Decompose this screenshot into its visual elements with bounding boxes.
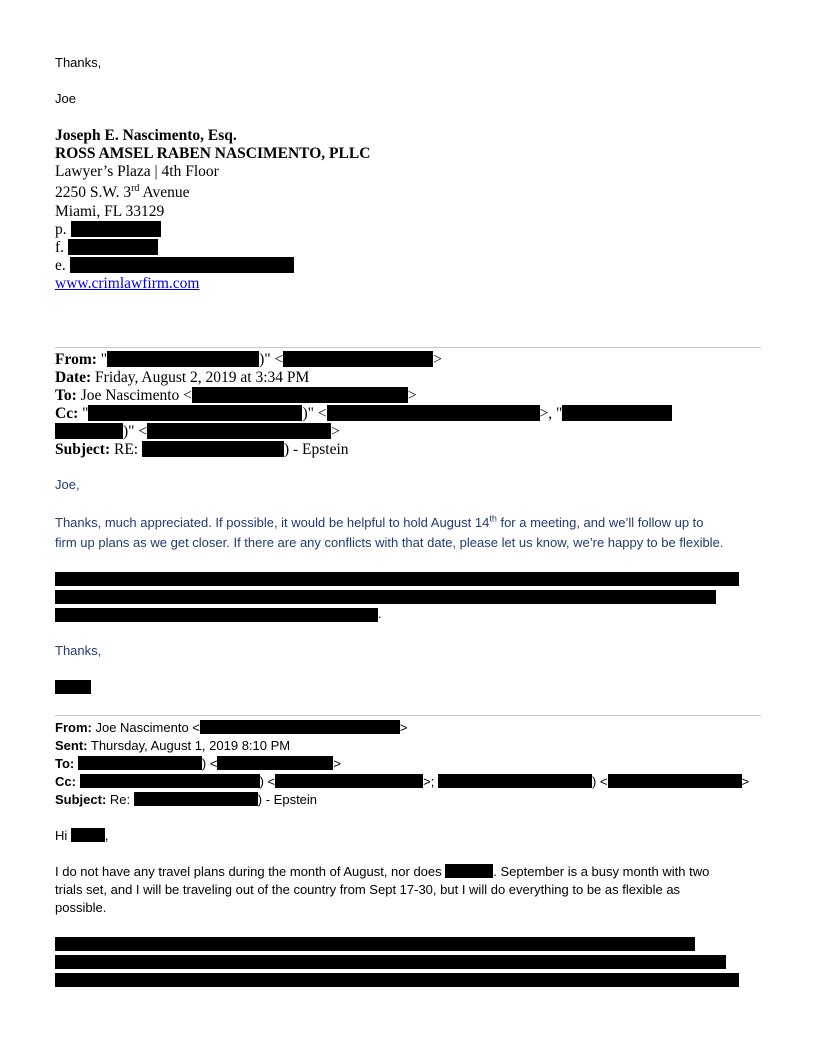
redaction-from-email [200,720,400,734]
redaction-cc-name [88,405,302,421]
sent-label: Sent: [55,738,88,753]
redaction-subject [142,441,284,457]
email2-sent-row [55,738,290,753]
redaction-subject [134,792,258,806]
signature-fax-label: f. [55,239,65,256]
redaction-body-name [445,864,493,878]
email1-body-line2: firm up plans as we get closer. If there are any conflicts with that date, please let us know, we’re happy to be flexible. [55,535,724,550]
to-end: > [333,756,342,771]
to-value: Joe Nascimento < [80,387,192,404]
redaction-cc2-email [147,423,331,439]
redaction-paragraph2-line3 [55,973,739,987]
redaction-fax [68,239,158,255]
email2-body-line1 [55,864,709,879]
cc-label: Cc: [55,774,76,789]
email1-subject-row [55,441,349,459]
subject-label: Subject: [55,792,107,807]
email1-body-line1 [55,515,704,530]
redaction-paragraph-line2 [55,590,716,604]
email1-to-row [55,387,417,405]
body-line1-pre: I do not have any travel plans during the month of August, nor does [55,864,442,879]
redaction-to-email [192,387,408,403]
email1-thanks: Thanks, [55,643,102,658]
email2-cc-row [55,774,749,789]
from-end: > [399,720,408,735]
email2-greeting [55,828,109,843]
email-separator [55,347,761,348]
cc-end: >, " [539,405,563,422]
redaction-cc2-name-part [562,405,672,421]
closing-thanks: Thanks, [55,55,102,70]
email-separator [55,715,761,716]
from-quote: " [100,351,108,368]
cc-sep: >; [423,774,435,789]
redaction-cc2-email [608,774,742,788]
to-label: To: [55,756,75,771]
address-ordinal-suffix: rd [131,182,140,194]
redaction-cc2-name [438,774,592,788]
from-label: From: [55,720,92,735]
body-line1-pre: Thanks, much appreciated. If possible, it would be helpful to hold August 14 [55,515,490,530]
email2-body-line2: trials set, and I will be traveling out of the country from Sept 17-30, but I will do everything to be as flexible as [55,882,681,897]
redaction-paragraph-line1 [55,572,739,586]
redaction-paragraph2-line1 [55,937,695,951]
body-line1-post: . September is a busy month with two [493,864,710,879]
redaction-cc2-name-cont [55,423,123,439]
redaction-email [70,257,294,273]
cc2-mid: )" < [123,423,148,440]
address-street-name: Avenue [139,184,190,201]
cc-quote: " [82,405,89,422]
to-end: > [407,387,417,404]
subject-suffix: ) - Epstein [257,792,318,807]
redaction-cc-name [80,774,260,788]
to-mid: ) < [201,756,218,771]
cc-label: Cc: [55,405,79,422]
address-street-number: 2250 S.W. 3 [55,184,132,201]
subject-label: Subject: [55,441,111,458]
date-value: Friday, August 2, 2019 at 3:34 PM [95,369,310,386]
from-value: Joe Nascimento < [95,720,200,735]
cc-mid: )" < [302,405,327,422]
date-ordinal-suffix: th [489,513,497,524]
signature-address-line3: Miami, FL 33129 [55,203,165,220]
redaction-cc-email [327,405,540,421]
signature-phone-label: p. [55,221,67,238]
cc2-end: > [331,423,340,440]
redaction-paragraph-period: . [378,606,382,621]
signature-email-label: e. [55,257,66,274]
from-end: > [433,351,442,368]
subject-prefix: Re: [109,792,131,807]
redaction-paragraph-line3 [55,608,378,622]
from-mid: )" < [259,351,284,368]
date-label: Date: [55,369,92,386]
cc-mid: ) < [259,774,276,789]
redaction-sender-email [283,351,433,367]
cc2-mid: ) < [591,774,608,789]
email2-body-line3: possible. [55,900,107,915]
sent-value: Thursday, August 1, 2019 8:10 PM [90,738,291,753]
from-label: From: [55,351,97,368]
email2-to-row [55,756,341,771]
signature-firm: ROSS AMSEL RABEN NASCIMENTO, PLLC [55,145,371,162]
redaction-sender-name [107,351,259,367]
redaction-greeting-name [71,828,105,842]
subject-suffix: ) - Epstein [283,441,349,458]
email2-from-row [55,720,407,735]
redaction-to-name [78,756,202,770]
email1-cc-row [55,405,672,423]
redaction-cc-email [275,774,423,788]
redaction-paragraph2-line2 [55,955,726,969]
signature-address-line2 [55,184,190,202]
website-link[interactable]: www.crimlawfirm.com [55,275,200,292]
subject-prefix: RE: [113,441,139,458]
to-label: To: [55,387,77,404]
greeting-comma: , [104,828,109,843]
email1-cc-row-cont [55,423,340,441]
signature-name: Joseph E. Nascimento, Esq. [55,127,237,144]
email1-date-row [55,369,309,387]
redaction-phone [71,221,161,237]
redaction-signoff-name [55,680,91,694]
email2-subject-row [55,792,317,807]
email1-from-row [55,351,442,369]
cc2-end: > [741,774,750,789]
closing-name: Joe [55,91,76,106]
body-line1-post: for a meeting, and we’ll follow up to [496,515,704,530]
greeting-hi: Hi [55,828,68,843]
email1-greeting: Joe, [55,477,80,492]
redaction-to-email [217,756,333,770]
signature-website-link[interactable] [55,275,199,293]
signature-address-line1: Lawyer’s Plaza | 4th Floor [55,163,219,180]
